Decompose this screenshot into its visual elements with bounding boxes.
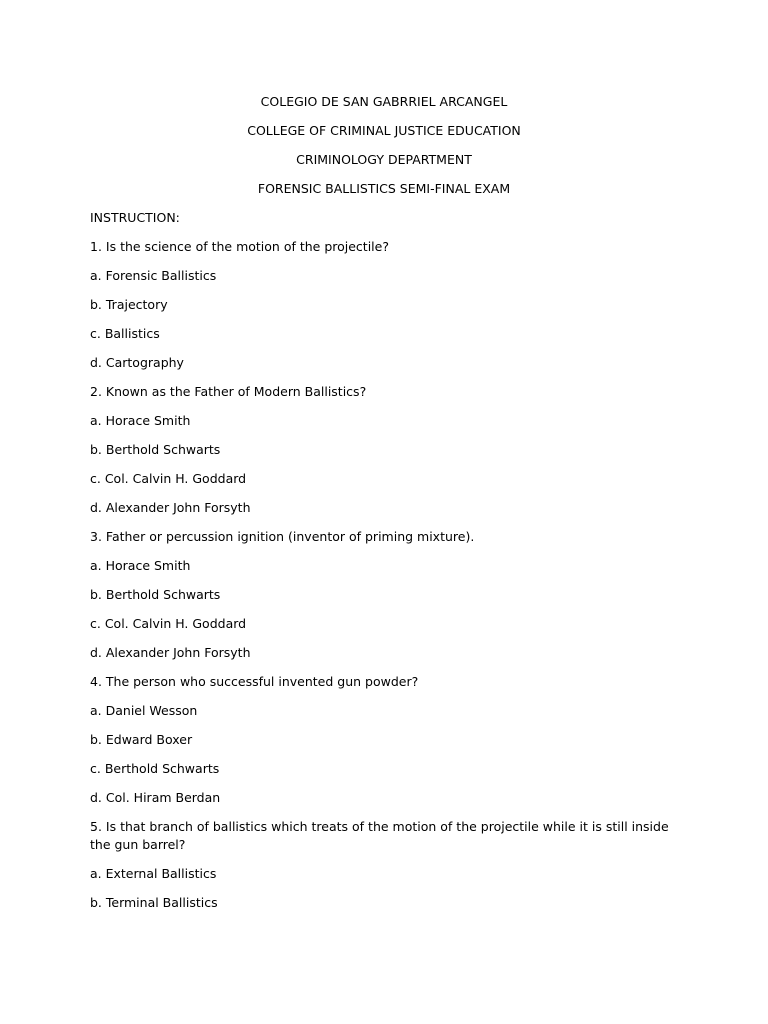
choice-1a: a. Forensic Ballistics xyxy=(90,268,217,283)
exam-title: FORENSIC BALLISTICS SEMI-FINAL EXAM xyxy=(257,181,511,196)
choice-2d: d. Alexander John Forsyth xyxy=(90,500,251,515)
choice-2b: b. Berthold Schwarts xyxy=(90,442,221,457)
department-name: CRIMINOLOGY DEPARTMENT xyxy=(296,152,472,167)
question-5: 5. Is that branch of ballistics which treats of the motion of the projectile while it is still inside the gun barrel? xyxy=(90,819,669,852)
choice-5b: b. Terminal Ballistics xyxy=(90,895,218,910)
choice-3a: a. Horace Smith xyxy=(90,558,191,573)
choice-3d: d. Alexander John Forsyth xyxy=(90,645,251,660)
school-name: COLEGIO DE SAN GABRRIEL ARCANGEL xyxy=(260,94,508,109)
question-4: 4. The person who successful invented gun powder? xyxy=(90,674,419,689)
instruction-label: INSTRUCTION: xyxy=(90,210,180,225)
choice-4b: b. Edward Boxer xyxy=(90,732,193,747)
choice-2a: a. Horace Smith xyxy=(90,413,191,428)
choice-2c: c. Col. Calvin H. Goddard xyxy=(90,471,247,486)
choice-3b: b. Berthold Schwarts xyxy=(90,587,221,602)
choice-1d: d. Cartography xyxy=(90,355,184,370)
choice-1c: c. Ballistics xyxy=(90,326,160,341)
choice-5a: a. External Ballistics xyxy=(90,866,217,881)
question-1: 1. Is the science of the motion of the projectile? xyxy=(90,239,389,254)
choice-4a: a. Daniel Wesson xyxy=(90,703,198,718)
choice-4d: d. Col. Hiram Berdan xyxy=(90,790,221,805)
college-name: COLLEGE OF CRIMINAL JUSTICE EDUCATION xyxy=(247,123,521,138)
question-2: 2. Known as the Father of Modern Ballistics? xyxy=(90,384,367,399)
exam-page xyxy=(90,93,678,923)
choice-4c: c. Berthold Schwarts xyxy=(90,761,220,776)
choice-1b: b. Trajectory xyxy=(90,297,168,312)
question-3: 3. Father or percussion ignition (inventor of priming mixture). xyxy=(90,529,475,544)
choice-3c: c. Col. Calvin H. Goddard xyxy=(90,616,247,631)
